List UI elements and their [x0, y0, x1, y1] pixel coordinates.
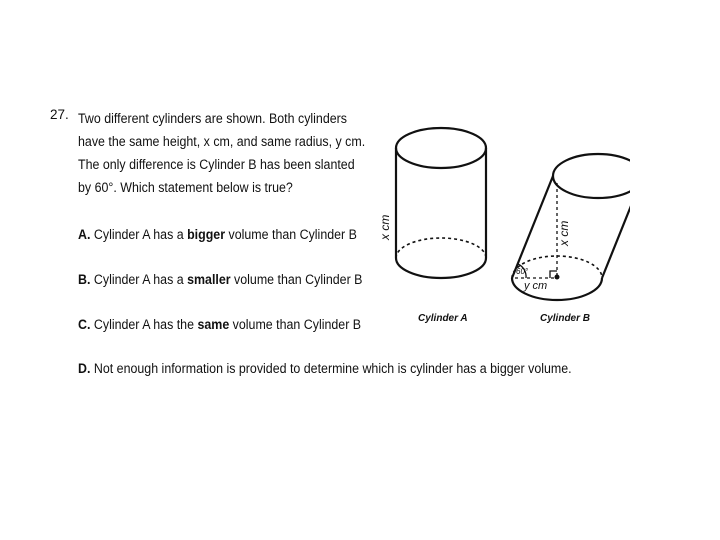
cylinder-a-bottom-front — [396, 258, 486, 278]
cylinder-b-right-side — [602, 176, 630, 278]
choice-a-text-after: volume than Cylinder B — [225, 227, 357, 242]
choice-a[interactable] — [78, 227, 357, 242]
choice-c-keyword: same — [197, 317, 230, 332]
base-center-point — [555, 275, 560, 280]
question-number: 27. — [50, 107, 69, 122]
cylinder-b-measure — [515, 183, 557, 278]
choice-c-text-before: Cylinder A has the — [93, 317, 198, 332]
choice-b-text-before: Cylinder A has a — [93, 272, 188, 287]
cylinder-a-label: Cylinder A — [418, 313, 468, 324]
cylinder-b-top — [553, 154, 630, 198]
choice-b-letter: B. — [78, 272, 91, 287]
cylinder-a — [396, 128, 486, 278]
cylinder-a-bottom-back — [396, 238, 486, 258]
question-line-4: by 60°. Which statement below is true? — [78, 180, 293, 195]
cylinder-b-radius-label: y cm — [524, 280, 548, 292]
question-line-2: have the same height, x cm, and same radius, y cm. — [78, 134, 366, 149]
choice-b-text-after: volume than Cylinder B — [230, 272, 363, 287]
choice-d-letter: D. — [78, 361, 91, 376]
choice-d[interactable] — [78, 361, 572, 376]
cylinder-b-angle-label: 60° — [516, 267, 529, 276]
choice-d-text: Not enough information is provided to determine which is cylinder has a bigger volume. — [93, 361, 572, 376]
choice-a-keyword: bigger — [187, 227, 226, 242]
choice-c-letter: C. — [78, 317, 91, 332]
cylinders-figure — [370, 118, 630, 333]
choice-b[interactable] — [78, 272, 362, 287]
choice-a-letter: A. — [78, 227, 91, 242]
question-line-3: The only difference is Cylinder B has been slanted — [78, 157, 355, 172]
cylinder-b-label: Cylinder B — [540, 313, 591, 324]
question-line-1: Two different cylinders are shown. Both cylinders — [78, 111, 348, 126]
cylinder-b-left-side — [512, 176, 553, 278]
choice-c[interactable] — [78, 317, 361, 332]
cylinder-b-height-label: x cm — [557, 220, 571, 246]
cylinder-a-height-label: x cm — [378, 214, 392, 240]
question-stem — [78, 107, 366, 199]
choice-a-text-before: Cylinder A has a — [93, 227, 188, 242]
choice-b-keyword: smaller — [187, 272, 231, 287]
cylinder-a-top — [396, 128, 486, 168]
choice-c-text-after: volume than Cylinder B — [229, 317, 362, 332]
